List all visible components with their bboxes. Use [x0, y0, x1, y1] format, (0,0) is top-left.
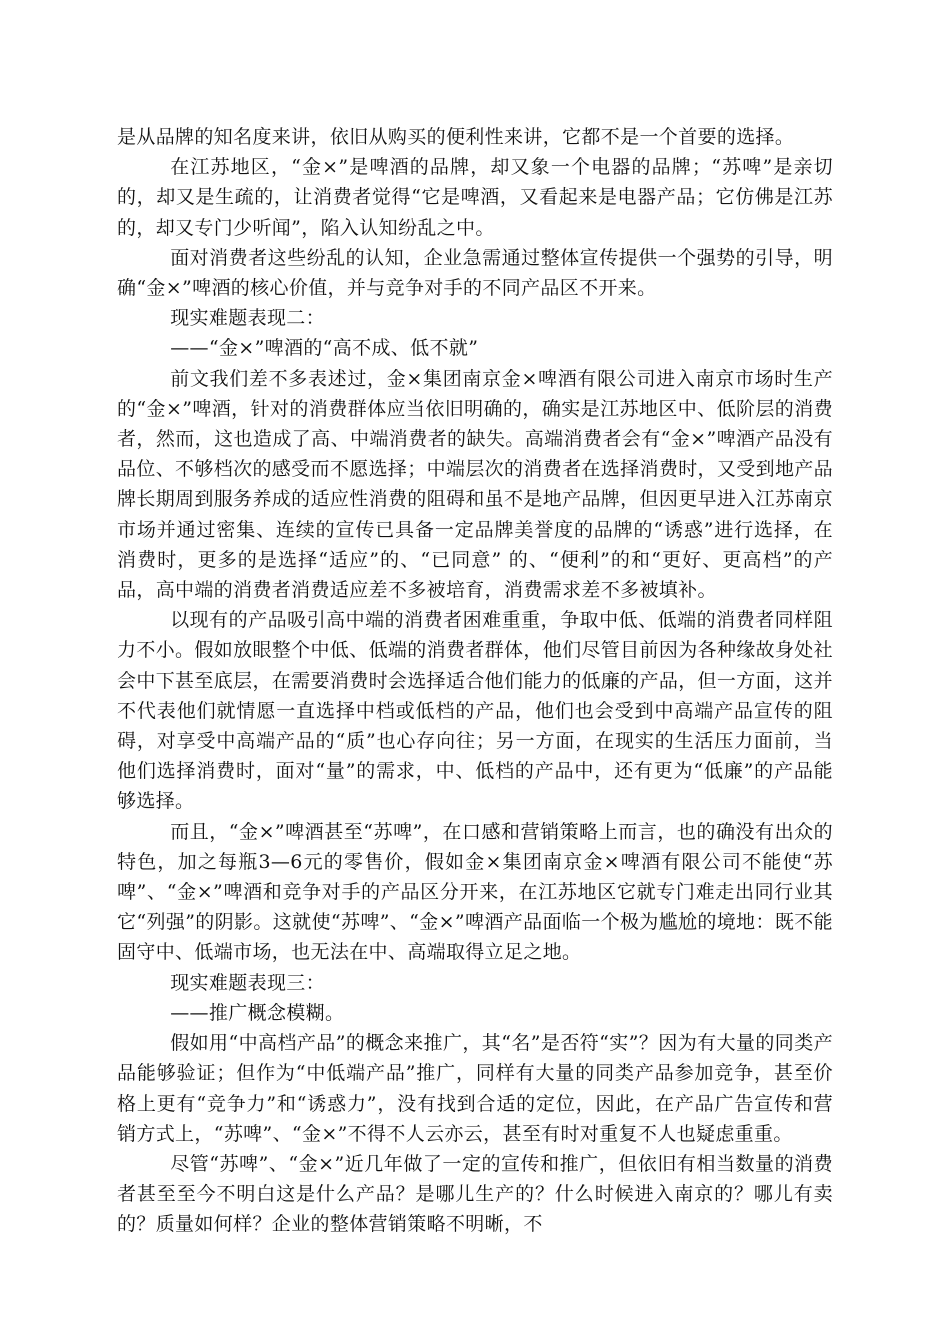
paragraph-1: 是从品牌的知名度来讲，依旧从购买的便利性来讲，它都不是一个首要的选择。	[117, 126, 795, 148]
section-subheading-3: ——推广概念模糊。	[170, 1001, 345, 1024]
section-heading-3: 现实难题表现三：	[170, 971, 325, 994]
document-page	[117, 122, 833, 1240]
paragraph-8: 尽管“苏啤”、“金×”近几年做了一定的宣传和推广，但依旧有相当数量的消费者甚至至今不明白这是什么产品？是哪儿生产的？什么时候进入南京的？哪儿有卖的？质量如何样？企业的整体营销策略不明晰，不	[117, 1152, 833, 1236]
paragraph-6: 而且，“金×”啤酒甚至“苏啤”，在口感和营销策略上而言，也的确没有出众的特色，加之每瓶3—6元的零售价，假如金×集团南京金×啤酒有限公司不能使“苏啤”、“金×”啤酒和竞争对手的产品区分开来，在江苏地区它就专门难走出同行业其它“列强”的阴影。这就使“苏啤”、“金×”啤酒产品面临一个极为尴尬的境地：既不能固守中、低端市场，也无法在中、高端取得立足之地。	[117, 820, 833, 964]
paragraph-5: 以现有的产品吸引高中端的消费者困难重重，争取中低、低端的消费者同样阻力不小。假如放眼整个中低、低端的消费者群体，他们尽管目前因为各种缘故身处社会中下甚至底层，在需要消费时会选择适合他们能力的低廉的产品，但一方面，这并不代表他们就情愿一直选择中档或低档的产品，他们也会受到中高端产品宣传的阻碍，对享受中高端产品的“质”也心存向往；另一方面，在现实的生活压力面前，当他们选择消费时，面对“量”的需求，中、低档的产品中，还有更为“低廉”的产品能够选择。	[117, 609, 833, 813]
paragraph-7: 假如用“中高档产品”的概念来推广，其“名”是否符“实”？因为有大量的同类产品能够验证；但作为“中低端产品”推广，同样有大量的同类产品参加竞争，甚至价格上更有“竞争力”和“诱惑力”，没有找到合适的定位，因此，在产品广告宣传和营销方式上，“苏啤”、“金×”不得不人云亦云，甚至有时对重复不人也疑虑重重。	[117, 1032, 833, 1145]
section-subheading-2: ——“金×”啤酒的“高不成、低不就”	[170, 337, 479, 360]
paragraph-2: 在江苏地区，“金×”是啤酒的品牌，却又象一个电器的品牌；“苏啤”是亲切的，却又是生疏的，让消费者觉得“它是啤酒，又看起来是电器产品；它仿佛是江苏的，却又专门少听闻”，陷入认知纷乱之中。	[117, 156, 833, 239]
paragraph-4: 前文我们差不多表述过，金×集团南京金×啤酒有限公司进入南京市场时生产的“金×”啤酒，针对的消费群体应当依旧明确的，确实是江苏地区中、低阶层的消费者，然而，这也造成了高、中端消费者的缺失。高端消费者会有“金×”啤酒产品没有品位、不够档次的感受而不愿选择；中端层次的消费者在选择消费时，又受到地产品牌长期周到服务养成的适应性消费的阻碍和虽不是地产品牌，但因更早进入江苏南京市场并通过密集、连续的宣传已具备一定品牌美誉度的品牌的“诱惑”进行选择，在消费时，更多的是选择“适应”的、“已同意” 的、“便利”的和“更好、更高档”的产品，高中端的消费者消费适应差不多被培育，消费需求差不多被填补。	[117, 367, 833, 602]
section-heading-2: 现实难题表现二：	[170, 307, 325, 330]
paragraph-3: 面对消费者这些纷乱的认知，企业急需通过整体宣传提供一个强势的引导，明确“金×”啤酒的核心价值，并与竞争对手的不同产品区不开来。	[117, 246, 833, 300]
